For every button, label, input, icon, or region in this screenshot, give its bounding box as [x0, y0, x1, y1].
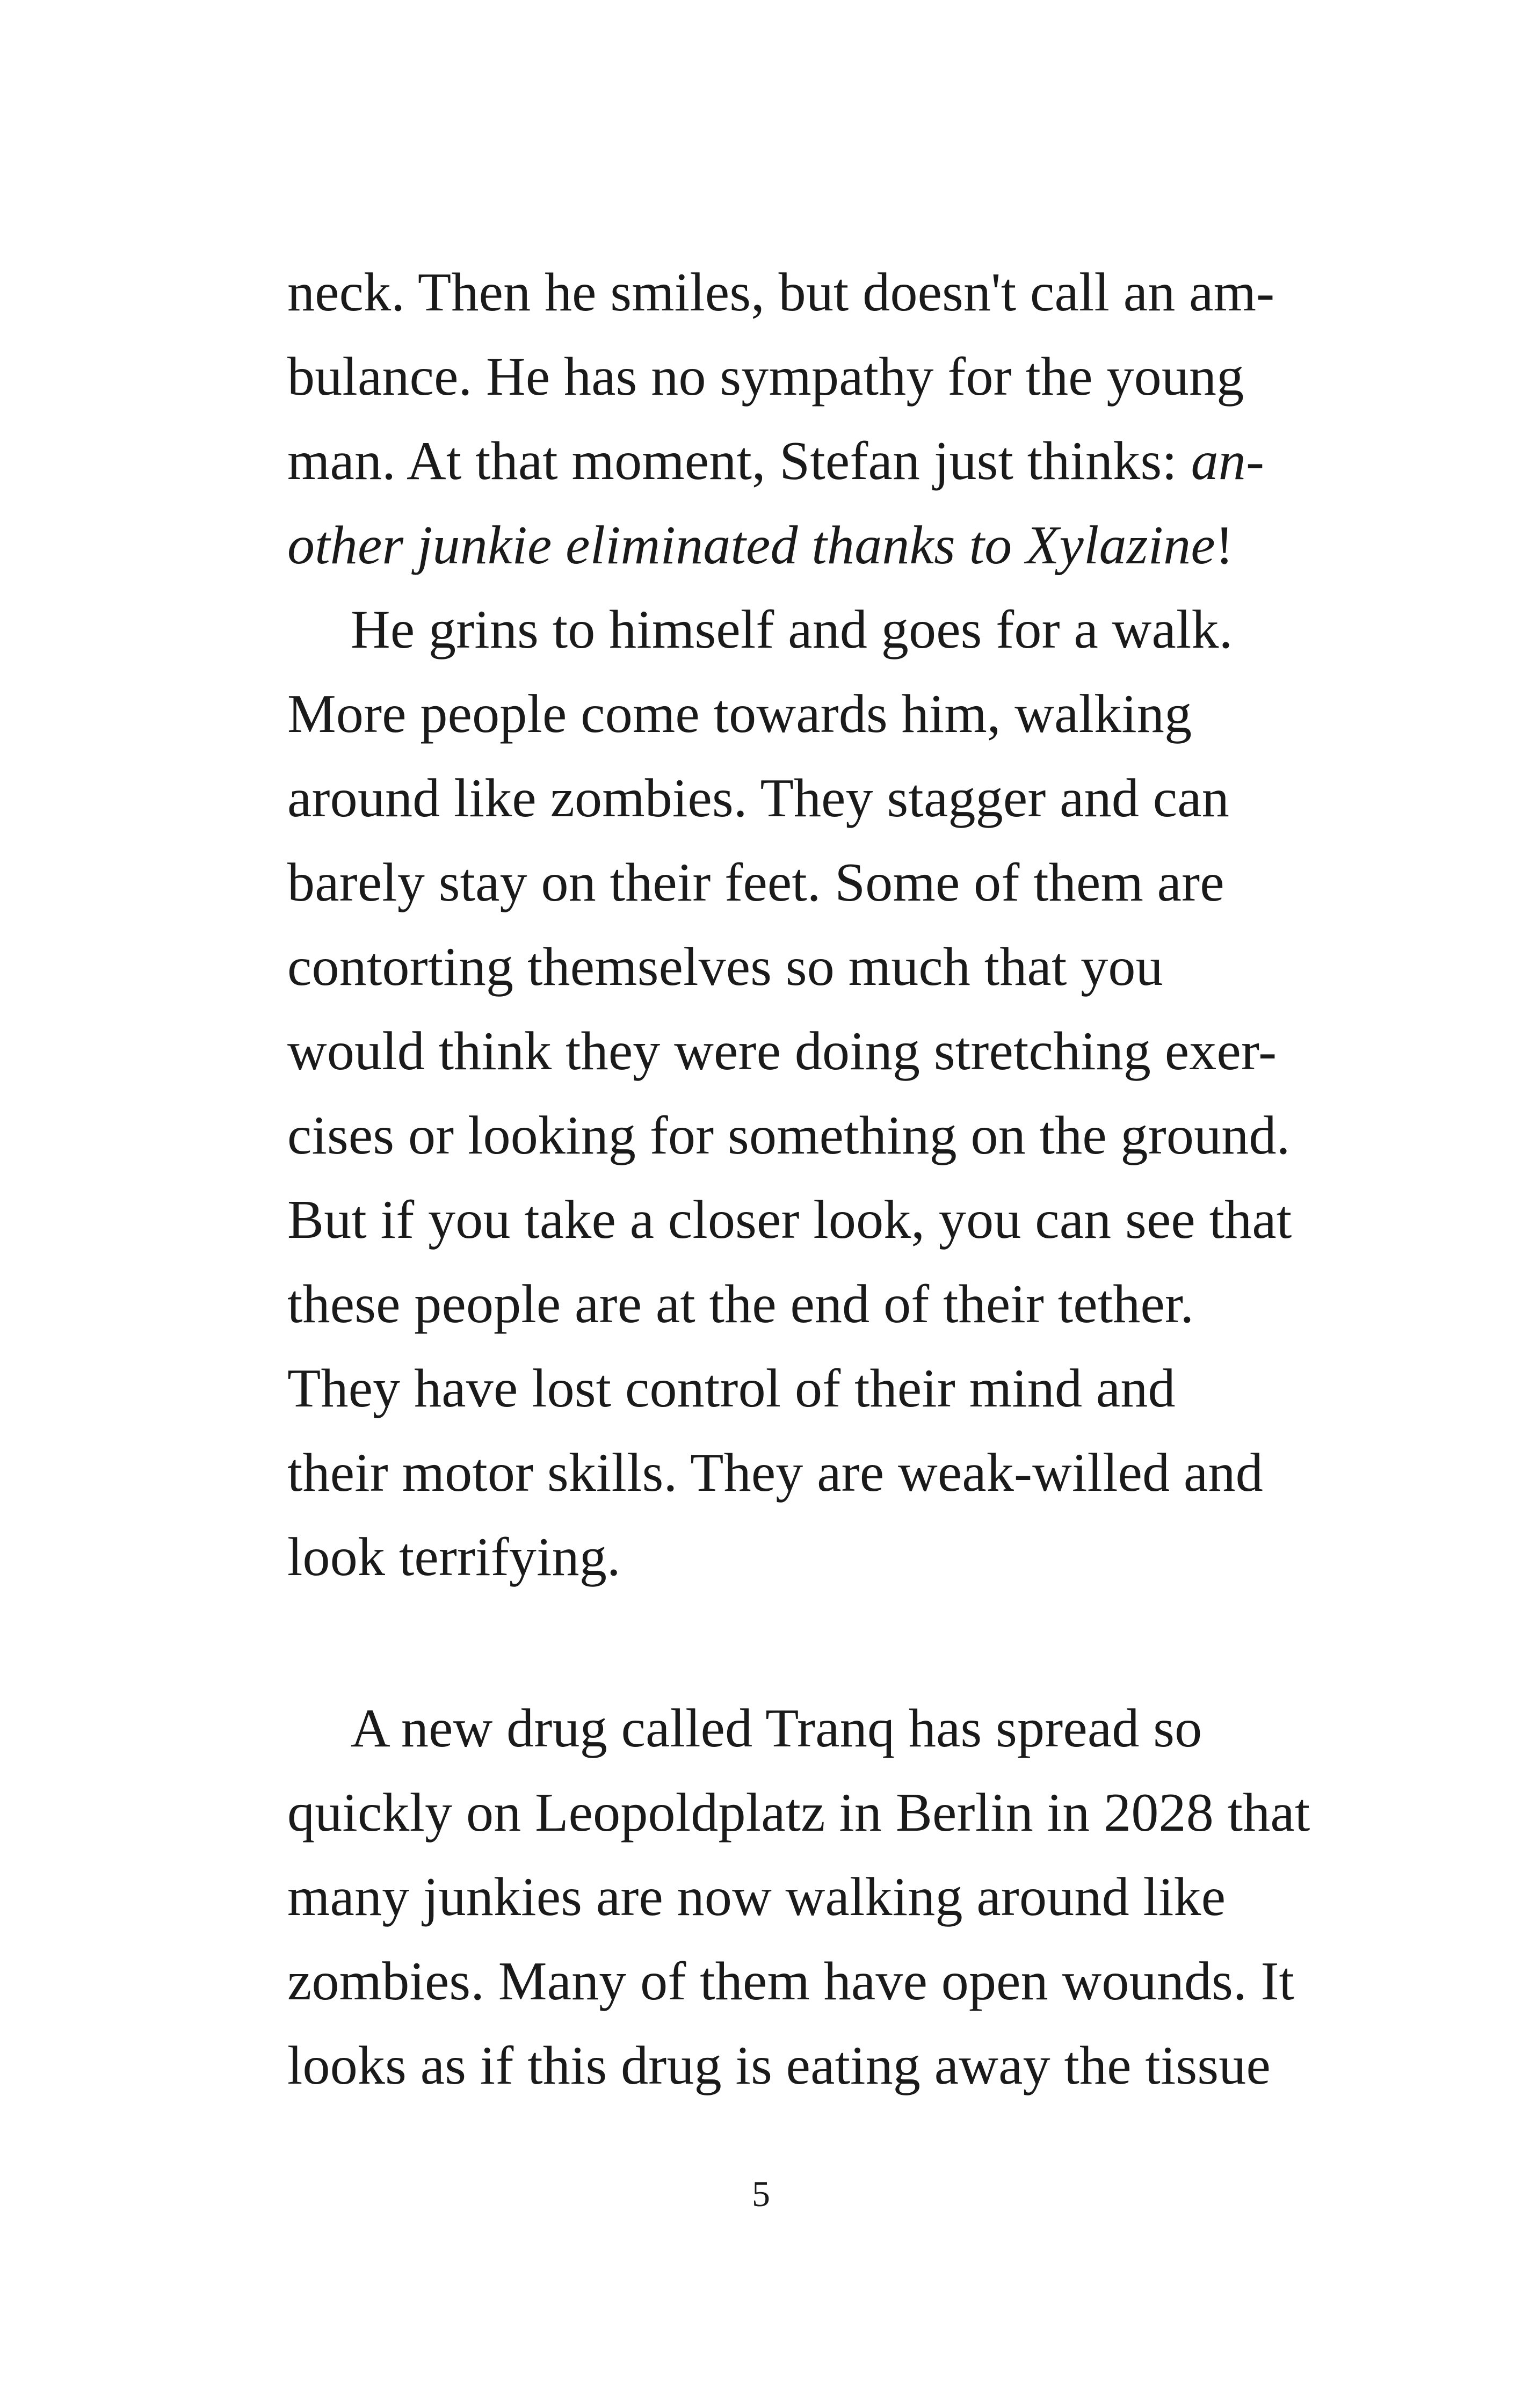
italic-text-run: an-: [1191, 431, 1265, 491]
text-line: look terrifying.: [287, 1527, 621, 1587]
text-line: looks as if this drug is eating away the tissue: [287, 2035, 1271, 2096]
text-line: But if you take a closer look, you can see that: [287, 1190, 1292, 1250]
text-line: [287, 503, 1318, 588]
text-line: They have lost control of their mind and: [287, 1358, 1176, 1419]
text-line: neck. Then he smiles, but doesn't call an am-: [287, 262, 1275, 323]
text-line: their motor skills. They are weak-willed and: [287, 1442, 1263, 1503]
text-line: A new drug called Tranq has spread so: [351, 1698, 1202, 1759]
body-text-upper: [287, 250, 1318, 1599]
text-line: around like zombies. They stagger and can: [287, 768, 1229, 829]
text-line: barely stay on their feet. Some of them are: [287, 852, 1224, 913]
text-line: [287, 419, 1318, 503]
text-line: More people come towards him, walking: [287, 684, 1192, 744]
text-line: contorting themselves so much that you: [287, 937, 1163, 997]
body-text-lower: [287, 1686, 1318, 2108]
italic-text-run: other junkie eliminated thanks to Xylazine: [287, 515, 1215, 576]
text-line: cises or looking for something on the ground.: [287, 1105, 1291, 1166]
page-number: 5: [752, 2173, 770, 2214]
text-line: these people are at the end of their tether.: [287, 1274, 1194, 1334]
text-line: would think they were doing stretching exer-: [287, 1021, 1277, 1082]
text-line: He grins to himself and goes for a walk.: [351, 599, 1233, 660]
text-line: bulance. He has no sympathy for the young: [287, 346, 1244, 407]
text-line: quickly on Leopoldplatz in Berlin in 2028 that: [287, 1782, 1310, 1843]
text-line: zombies. Many of them have open wounds. It: [287, 1951, 1295, 2012]
text-run: man. At that moment, Stefan just thinks:: [287, 431, 1191, 491]
text-line: many junkies are now walking around like: [287, 1867, 1226, 1927]
text-run: !: [1215, 515, 1234, 576]
